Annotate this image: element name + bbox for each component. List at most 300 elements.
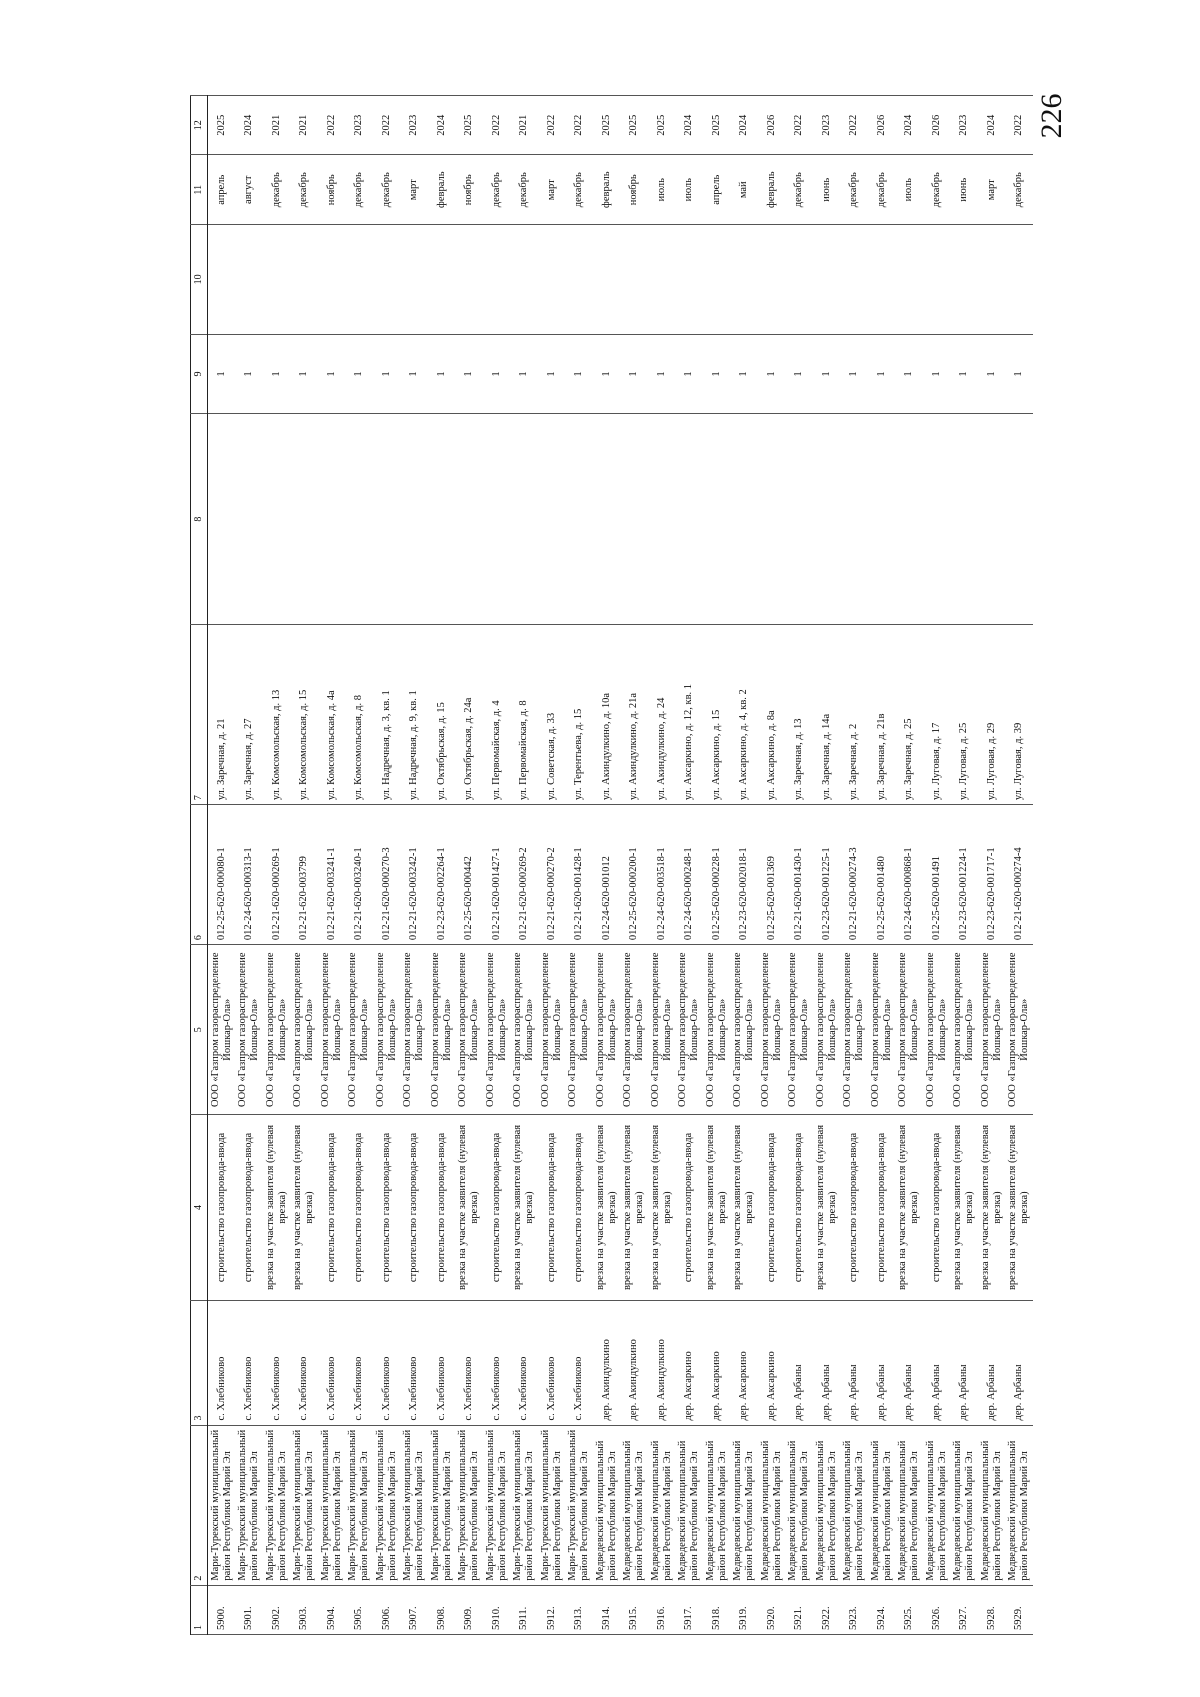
column-10-cell — [346, 224, 374, 334]
table-row — [896, 96, 924, 1635]
table-row — [703, 96, 731, 1635]
table-row — [428, 96, 456, 1635]
organization-cell: ООО «Газпром газораспределение Йошкар-Ола» — [428, 945, 456, 1115]
row-number-cell: 5918. — [703, 1585, 731, 1634]
application-code-cell: 012-21-620-000274-3 — [841, 805, 869, 945]
district-cell: Медведевский муниципальный район Республики Марий Эл — [1006, 1425, 1034, 1585]
organization-cell: ООО «Газпром газораспределение Йошкар-Ола» — [538, 945, 566, 1115]
district-cell: Мари-Турекский муниципальный район Республики Марий Эл — [428, 1425, 456, 1585]
month-cell: декабрь — [566, 155, 594, 224]
row-number-cell: 5923. — [841, 1585, 869, 1634]
row-number-cell: 5902. — [263, 1585, 291, 1634]
address-cell: ул. Аксаркино, д. 4, кв. 2 — [731, 624, 759, 804]
year-cell: 2024 — [676, 96, 704, 156]
address-cell: ул. Октябрьская, д. 24а — [456, 624, 484, 804]
table-row — [758, 96, 786, 1635]
district-cell: Мари-Турекский муниципальный район Республики Марий Эл — [456, 1425, 484, 1585]
application-code-cell: 012-21-620-001428-1 — [566, 805, 594, 945]
table-row — [373, 96, 401, 1635]
address-cell: ул. Акиндулкино, д. 24 — [648, 624, 676, 804]
organization-cell: ООО «Газпром газораспределение Йошкар-Ола» — [291, 945, 319, 1115]
address-cell: ул. Советская, д. 33 — [538, 624, 566, 804]
district-cell: Медведевский муниципальный район Республики Марий Эл — [813, 1425, 841, 1585]
column-8-cell — [786, 414, 814, 625]
column-8-cell — [841, 414, 869, 625]
address-cell: ул. Первомайская, д. 8 — [511, 624, 539, 804]
quantity-cell: 1 — [373, 334, 401, 414]
settlement-cell: с. Хлебниково — [291, 1300, 319, 1425]
column-10-cell — [236, 224, 264, 334]
address-cell: ул. Комсомольская, д. 4а — [318, 624, 346, 804]
column-8-cell — [291, 414, 319, 625]
quantity-cell: 1 — [923, 334, 951, 414]
table-header — [191, 96, 208, 1635]
month-cell: декабрь — [1006, 155, 1034, 224]
table-row — [291, 96, 319, 1635]
row-number-cell: 5922. — [813, 1585, 841, 1634]
settlement-cell: дер. Аксаркино — [676, 1300, 704, 1425]
work-type-cell: врезка на участке заявителя (нулевая врезка) — [648, 1115, 676, 1300]
table-row — [208, 96, 236, 1635]
organization-cell: ООО «Газпром газораспределение Йошкар-Ола» — [208, 945, 236, 1115]
column-8-cell — [483, 414, 511, 625]
quantity-cell: 1 — [621, 334, 649, 414]
organization-cell: ООО «Газпром газораспределение Йошкар-Ола» — [318, 945, 346, 1115]
year-cell: 2024 — [428, 96, 456, 156]
quantity-cell: 1 — [703, 334, 731, 414]
month-cell: апрель — [703, 155, 731, 224]
month-cell: декабрь — [346, 155, 374, 224]
address-cell: ул. Заречная, д. 2 — [841, 624, 869, 804]
year-cell: 2025 — [621, 96, 649, 156]
row-number-cell: 5915. — [621, 1585, 649, 1634]
month-cell: декабрь — [263, 155, 291, 224]
column-8-cell — [511, 414, 539, 625]
address-cell: ул. Заречная, д. 25 — [896, 624, 924, 804]
address-cell: ул. Комсомольская, д. 13 — [263, 624, 291, 804]
work-type-cell: врезка на участке заявителя (нулевая врезка) — [593, 1115, 621, 1300]
column-10-cell — [291, 224, 319, 334]
column-header-10: 10 — [191, 224, 208, 334]
work-type-cell: строительство газопровода-ввода — [483, 1115, 511, 1300]
table-row — [318, 96, 346, 1635]
district-cell: Мари-Турекский муниципальный район Республики Марий Эл — [373, 1425, 401, 1585]
quantity-cell: 1 — [538, 334, 566, 414]
settlement-cell: с. Хлебниково — [456, 1300, 484, 1425]
work-type-cell: строительство газопровода-ввода — [758, 1115, 786, 1300]
table-row — [593, 96, 621, 1635]
organization-cell: ООО «Газпром газораспределение Йошкар-Ола» — [951, 945, 979, 1115]
year-cell: 2026 — [868, 96, 896, 156]
work-type-cell: строительство газопровода-ввода — [538, 1115, 566, 1300]
month-cell: май — [731, 155, 759, 224]
month-cell: декабрь — [291, 155, 319, 224]
column-10-cell — [456, 224, 484, 334]
column-10-cell — [593, 224, 621, 334]
column-8-cell — [621, 414, 649, 625]
quantity-cell: 1 — [1006, 334, 1034, 414]
quantity-cell: 1 — [456, 334, 484, 414]
table-row — [978, 96, 1006, 1635]
table-row — [401, 96, 429, 1635]
column-10-cell — [703, 224, 731, 334]
settlement-cell: с. Хлебниково — [346, 1300, 374, 1425]
address-cell: ул. Первомайская, д. 4 — [483, 624, 511, 804]
column-10-cell — [868, 224, 896, 334]
application-code-cell: 012-21-620-000269-2 — [511, 805, 539, 945]
work-type-cell: строительство газопровода-ввода — [208, 1115, 236, 1300]
work-type-cell: врезка на участке заявителя (нулевая врезка) — [291, 1115, 319, 1300]
district-cell: Мари-Турекский муниципальный район Республики Марий Эл — [291, 1425, 319, 1585]
month-cell: июнь — [813, 155, 841, 224]
quantity-cell: 1 — [236, 334, 264, 414]
year-cell: 2023 — [346, 96, 374, 156]
district-cell: Мари-Турекский муниципальный район Республики Марий Эл — [236, 1425, 264, 1585]
column-8-cell — [813, 414, 841, 625]
column-8-cell — [401, 414, 429, 625]
page-number: 226 — [1035, 93, 1068, 139]
column-8-cell — [456, 414, 484, 625]
year-cell: 2022 — [566, 96, 594, 156]
application-code-cell: 012-23-620-002264-1 — [428, 805, 456, 945]
district-cell: Мари-Турекский муниципальный район Республики Марий Эл — [346, 1425, 374, 1585]
organization-cell: ООО «Газпром газораспределение Йошкар-Ола» — [841, 945, 869, 1115]
address-cell: ул. Луговая, д. 25 — [951, 624, 979, 804]
month-cell: июль — [676, 155, 704, 224]
column-8-cell — [346, 414, 374, 625]
row-number-cell: 5908. — [428, 1585, 456, 1634]
application-code-cell: 012-25-620-001491 — [923, 805, 951, 945]
month-cell: декабрь — [923, 155, 951, 224]
month-cell: июль — [896, 155, 924, 224]
settlement-cell: дер. Арбаны — [786, 1300, 814, 1425]
row-number-cell: 5912. — [538, 1585, 566, 1634]
quantity-cell: 1 — [401, 334, 429, 414]
row-number-cell: 5928. — [978, 1585, 1006, 1634]
settlement-cell: дер. Арбаны — [951, 1300, 979, 1425]
application-code-cell: 012-25-620-000442 — [456, 805, 484, 945]
month-cell: декабрь — [373, 155, 401, 224]
application-code-cell: 012-23-620-001225-1 — [813, 805, 841, 945]
rotated-table-container — [190, 95, 1031, 1635]
column-8-cell — [428, 414, 456, 625]
address-cell: ул. Комсомольская, д. 15 — [291, 624, 319, 804]
settlement-cell: с. Хлебниково — [318, 1300, 346, 1425]
row-number-cell: 5907. — [401, 1585, 429, 1634]
district-cell: Медведевский муниципальный район Республики Марий Эл — [786, 1425, 814, 1585]
month-cell: декабрь — [868, 155, 896, 224]
organization-cell: ООО «Газпром газораспределение Йошкар-Ола» — [923, 945, 951, 1115]
column-header-9: 9 — [191, 334, 208, 414]
header-row — [191, 96, 208, 1635]
district-cell: Медведевский муниципальный район Республики Марий Эл — [593, 1425, 621, 1585]
district-cell: Мари-Турекский муниципальный район Республики Марий Эл — [538, 1425, 566, 1585]
column-10-cell — [758, 224, 786, 334]
row-number-cell: 5905. — [346, 1585, 374, 1634]
address-cell: ул. Заречная, д. 21в — [868, 624, 896, 804]
quantity-cell: 1 — [758, 334, 786, 414]
address-cell: ул. Октябрьская, д. 15 — [428, 624, 456, 804]
column-10-cell — [373, 224, 401, 334]
quantity-cell: 1 — [813, 334, 841, 414]
settlement-cell: с. Хлебниково — [483, 1300, 511, 1425]
year-cell: 2025 — [648, 96, 676, 156]
row-number-cell: 5917. — [676, 1585, 704, 1634]
district-cell: Медведевский муниципальный район Республики Марий Эл — [648, 1425, 676, 1585]
district-cell: Медведевский муниципальный район Республики Марий Эл — [978, 1425, 1006, 1585]
address-cell: ул. Комсомольская, д. 8 — [346, 624, 374, 804]
address-cell: ул. Заречная, д. 21 — [208, 624, 236, 804]
address-cell: ул. Луговая, д. 17 — [923, 624, 951, 804]
application-code-cell: 012-21-620-000274-4 — [1006, 805, 1034, 945]
address-cell: ул. Акиндулкино, д. 21а — [621, 624, 649, 804]
row-number-cell: 5910. — [483, 1585, 511, 1634]
year-cell: 2022 — [318, 96, 346, 156]
column-10-cell — [648, 224, 676, 334]
row-number-cell: 5927. — [951, 1585, 979, 1634]
month-cell: июнь — [951, 155, 979, 224]
address-cell: ул. Аксаркино, д. 12, кв. 1 — [676, 624, 704, 804]
year-cell: 2023 — [813, 96, 841, 156]
settlement-cell: дер. Арбаны — [813, 1300, 841, 1425]
work-type-cell: врезка на участке заявителя (нулевая врезка) — [456, 1115, 484, 1300]
quantity-cell: 1 — [263, 334, 291, 414]
column-8-cell — [951, 414, 979, 625]
year-cell: 2025 — [703, 96, 731, 156]
column-10-cell — [841, 224, 869, 334]
application-code-cell: 012-21-620-003242-1 — [401, 805, 429, 945]
settlement-cell: с. Хлебниково — [511, 1300, 539, 1425]
district-cell: Мари-Турекский муниципальный район Республики Марий Эл — [566, 1425, 594, 1585]
column-10-cell — [951, 224, 979, 334]
quantity-cell: 1 — [841, 334, 869, 414]
application-code-cell: 012-21-620-000270-2 — [538, 805, 566, 945]
column-10-cell — [401, 224, 429, 334]
district-cell: Медведевский муниципальный район Республики Марий Эл — [951, 1425, 979, 1585]
column-10-cell — [676, 224, 704, 334]
district-cell: Мари-Турекский муниципальный район Республики Марий Эл — [511, 1425, 539, 1585]
month-cell: ноябрь — [621, 155, 649, 224]
organization-cell: ООО «Газпром газораспределение Йошкар-Ола» — [813, 945, 841, 1115]
table-row — [868, 96, 896, 1635]
address-cell: ул. Аксаркино, д. 8а — [758, 624, 786, 804]
settlement-cell: дер. Арбаны — [978, 1300, 1006, 1425]
year-cell: 2022 — [373, 96, 401, 156]
work-type-cell: врезка на участке заявителя (нулевая врезка) — [951, 1115, 979, 1300]
settlement-cell: дер. Арбаны — [1006, 1300, 1034, 1425]
quantity-cell: 1 — [291, 334, 319, 414]
column-10-cell — [263, 224, 291, 334]
column-8-cell — [318, 414, 346, 625]
quantity-cell: 1 — [511, 334, 539, 414]
column-8-cell — [538, 414, 566, 625]
month-cell: февраль — [758, 155, 786, 224]
column-10-cell — [786, 224, 814, 334]
work-type-cell: врезка на участке заявителя (нулевая врезка) — [263, 1115, 291, 1300]
column-10-cell — [731, 224, 759, 334]
organization-cell: ООО «Газпром газораспределение Йошкар-Ола» — [263, 945, 291, 1115]
table-row — [621, 96, 649, 1635]
year-cell: 2022 — [786, 96, 814, 156]
district-cell: Медведевский муниципальный район Республики Марий Эл — [731, 1425, 759, 1585]
row-number-cell: 5900. — [208, 1585, 236, 1634]
work-type-cell: строительство газопровода-ввода — [786, 1115, 814, 1300]
work-type-cell: врезка на участке заявителя (нулевая врезка) — [621, 1115, 649, 1300]
row-number-cell: 5920. — [758, 1585, 786, 1634]
table-row — [1006, 96, 1034, 1635]
organization-cell: ООО «Газпром газораспределение Йошкар-Ола» — [483, 945, 511, 1115]
table-row — [648, 96, 676, 1635]
year-cell: 2026 — [923, 96, 951, 156]
settlement-cell: дер. Арбаны — [923, 1300, 951, 1425]
row-number-cell: 5906. — [373, 1585, 401, 1634]
settlement-cell: дер. Аксаркино — [703, 1300, 731, 1425]
application-code-cell: 012-21-620-001427-1 — [483, 805, 511, 945]
table-row — [456, 96, 484, 1635]
organization-cell: ООО «Газпром газораспределение Йошкар-Ола» — [236, 945, 264, 1115]
application-code-cell: 012-23-620-001717-1 — [978, 805, 1006, 945]
application-code-cell: 012-24-620-000313-1 — [236, 805, 264, 945]
quantity-cell: 1 — [346, 334, 374, 414]
year-cell: 2025 — [456, 96, 484, 156]
month-cell: ноябрь — [318, 155, 346, 224]
application-code-cell: 012-23-620-002018-1 — [731, 805, 759, 945]
organization-cell: ООО «Газпром газораспределение Йошкар-Ола» — [401, 945, 429, 1115]
organization-cell: ООО «Газпром газораспределение Йошкар-Ола» — [676, 945, 704, 1115]
column-8-cell — [978, 414, 1006, 625]
year-cell: 2022 — [483, 96, 511, 156]
organization-cell: ООО «Газпром газораспределение Йошкар-Ола» — [758, 945, 786, 1115]
year-cell: 2023 — [951, 96, 979, 156]
year-cell: 2022 — [538, 96, 566, 156]
table-row — [841, 96, 869, 1635]
column-10-cell — [566, 224, 594, 334]
month-cell: декабрь — [841, 155, 869, 224]
row-number-cell: 5926. — [923, 1585, 951, 1634]
address-cell: ул. Акиндулкино, д. 10а — [593, 624, 621, 804]
year-cell: 2021 — [263, 96, 291, 156]
row-number-cell: 5909. — [456, 1585, 484, 1634]
district-cell: Мари-Турекский муниципальный район Республики Марий Эл — [208, 1425, 236, 1585]
quantity-cell: 1 — [868, 334, 896, 414]
address-cell: ул. Заречная, д. 13 — [786, 624, 814, 804]
column-10-cell — [483, 224, 511, 334]
column-10-cell — [896, 224, 924, 334]
application-code-cell: 012-24-620-000248-1 — [676, 805, 704, 945]
work-type-cell: врезка на участке заявителя (нулевая врезка) — [978, 1115, 1006, 1300]
year-cell: 2022 — [841, 96, 869, 156]
settlement-cell: с. Хлебниково — [401, 1300, 429, 1425]
application-code-cell: 012-25-620-001480 — [868, 805, 896, 945]
table-row — [346, 96, 374, 1635]
district-cell: Медведевский муниципальный район Республики Марий Эл — [676, 1425, 704, 1585]
table-body — [208, 96, 1034, 1635]
month-cell: ноябрь — [456, 155, 484, 224]
settlement-cell: дер. Арбаны — [868, 1300, 896, 1425]
year-cell: 2021 — [511, 96, 539, 156]
application-code-cell: 012-24-620-003518-1 — [648, 805, 676, 945]
settlement-cell: дер. Акиндулкино — [648, 1300, 676, 1425]
month-cell: декабрь — [483, 155, 511, 224]
table-row — [786, 96, 814, 1635]
table-row — [511, 96, 539, 1635]
quantity-cell: 1 — [731, 334, 759, 414]
organization-cell: ООО «Газпром газораспределение Йошкар-Ола» — [511, 945, 539, 1115]
district-cell: Медведевский муниципальный район Республики Марий Эл — [896, 1425, 924, 1585]
column-10-cell — [923, 224, 951, 334]
quantity-cell: 1 — [978, 334, 1006, 414]
address-cell: ул. Надречная, д. 9, кв. 1 — [401, 624, 429, 804]
year-cell: 2025 — [593, 96, 621, 156]
address-cell: ул. Надречная, д. 3, кв. 1 — [373, 624, 401, 804]
year-cell: 2024 — [236, 96, 264, 156]
organization-cell: ООО «Газпром газораспределение Йошкар-Ола» — [593, 945, 621, 1115]
district-cell: Медведевский муниципальный район Республики Марий Эл — [703, 1425, 731, 1585]
quantity-cell: 1 — [648, 334, 676, 414]
application-code-cell: 012-24-620-000868-1 — [896, 805, 924, 945]
organization-cell: ООО «Газпром газораспределение Йошкар-Ола» — [648, 945, 676, 1115]
organization-cell: ООО «Газпром газораспределение Йошкар-Ола» — [566, 945, 594, 1115]
work-type-cell: врезка на участке заявителя (нулевая врезка) — [511, 1115, 539, 1300]
work-type-cell: врезка на участке заявителя (нулевая врезка) — [813, 1115, 841, 1300]
settlement-cell: с. Хлебниково — [566, 1300, 594, 1425]
row-number-cell: 5911. — [511, 1585, 539, 1634]
district-cell: Медведевский муниципальный район Республики Марий Эл — [758, 1425, 786, 1585]
district-cell: Мари-Турекский муниципальный район Республики Марий Эл — [263, 1425, 291, 1585]
work-type-cell: строительство газопровода-ввода — [841, 1115, 869, 1300]
column-8-cell — [648, 414, 676, 625]
work-type-cell: строительство газопровода-ввода — [676, 1115, 704, 1300]
application-code-cell: 012-23-620-001224-1 — [951, 805, 979, 945]
row-number-cell: 5916. — [648, 1585, 676, 1634]
column-8-cell — [896, 414, 924, 625]
organization-cell: ООО «Газпром газораспределение Йошкар-Ола» — [896, 945, 924, 1115]
column-header-2: 2 — [191, 1425, 208, 1585]
column-header-12: 12 — [191, 96, 208, 156]
settlement-cell: с. Хлебниково — [428, 1300, 456, 1425]
address-cell: ул. Луговая, д. 29 — [978, 624, 1006, 804]
district-cell: Мари-Турекский муниципальный район Республики Марий Эл — [318, 1425, 346, 1585]
settlement-cell: дер. Акиндулкино — [621, 1300, 649, 1425]
application-code-cell: 012-25-620-000228-1 — [703, 805, 731, 945]
year-cell: 2024 — [978, 96, 1006, 156]
work-type-cell: строительство газопровода-ввода — [236, 1115, 264, 1300]
column-8-cell — [263, 414, 291, 625]
district-cell: Медведевский муниципальный район Республики Марий Эл — [621, 1425, 649, 1585]
organization-cell: ООО «Газпром газораспределение Йошкар-Ола» — [786, 945, 814, 1115]
settlement-cell: с. Хлебниково — [538, 1300, 566, 1425]
settlement-cell: дер. Акиндулкино — [593, 1300, 621, 1425]
year-cell: 2022 — [1006, 96, 1034, 156]
data-table — [190, 95, 1033, 1635]
table-row — [923, 96, 951, 1635]
address-cell: ул. Заречная, д. 27 — [236, 624, 264, 804]
column-8-cell — [208, 414, 236, 625]
row-number-cell: 5913. — [566, 1585, 594, 1634]
column-8-cell — [868, 414, 896, 625]
table-row — [483, 96, 511, 1635]
settlement-cell: дер. Арбаны — [896, 1300, 924, 1425]
year-cell: 2024 — [896, 96, 924, 156]
work-type-cell: строительство газопровода-ввода — [566, 1115, 594, 1300]
month-cell: март — [978, 155, 1006, 224]
settlement-cell: с. Хлебниково — [208, 1300, 236, 1425]
year-cell: 2024 — [731, 96, 759, 156]
quantity-cell: 1 — [951, 334, 979, 414]
organization-cell: ООО «Газпром газораспределение Йошкар-Ола» — [1006, 945, 1034, 1115]
district-cell: Медведевский муниципальный район Республики Марий Эл — [868, 1425, 896, 1585]
row-number-cell: 5929. — [1006, 1585, 1034, 1634]
